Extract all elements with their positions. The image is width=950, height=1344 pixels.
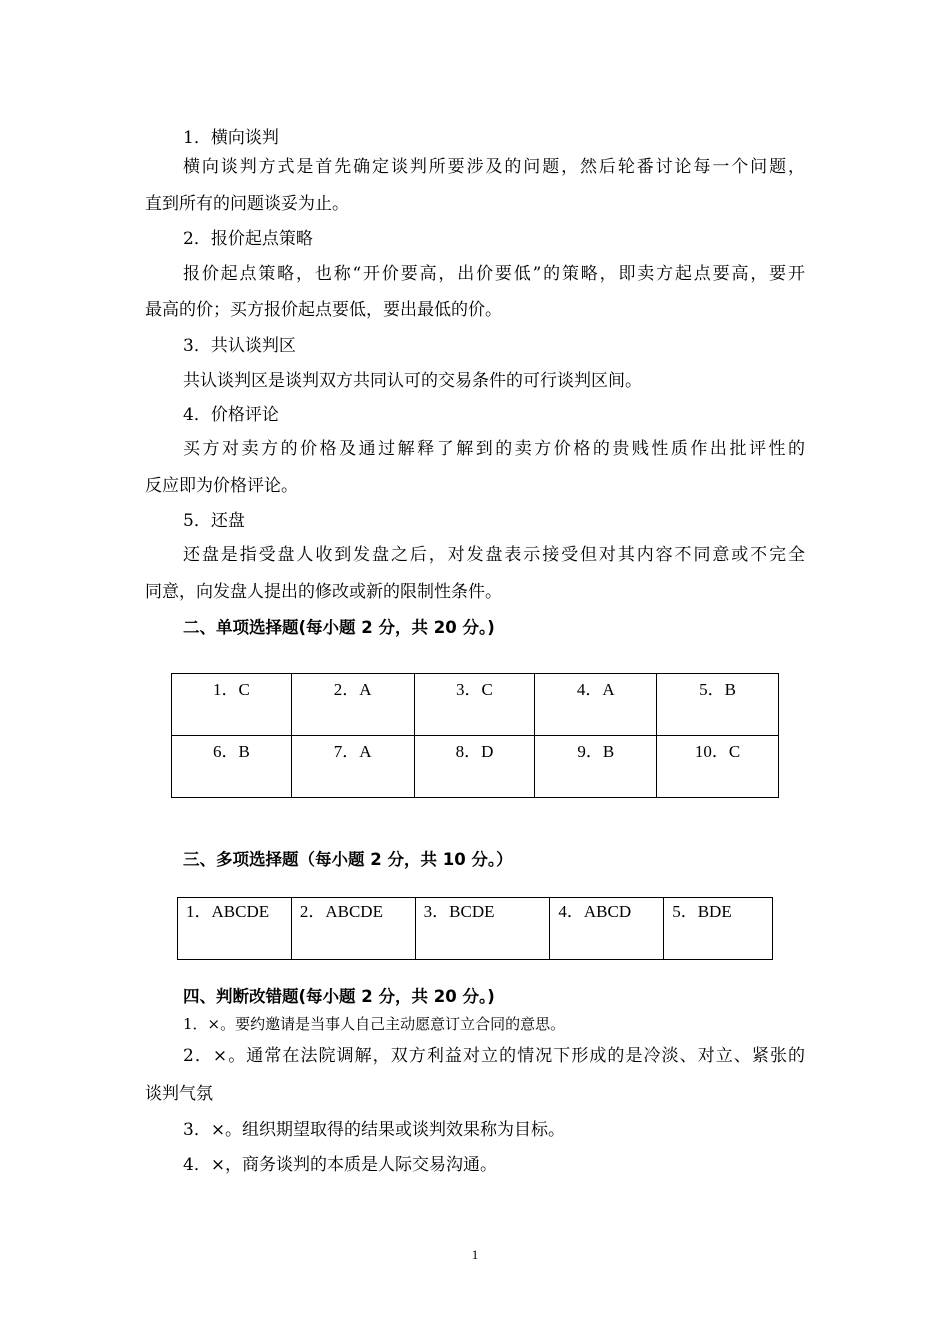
term-4-title: 4．价格评论 (183, 405, 279, 425)
table-cell: 3．BCDE (415, 898, 550, 960)
table-row (178, 898, 773, 960)
term-2-title: 2．报价起点策略 (183, 229, 313, 249)
section-2-heading: 二、单项选择题(每小题 2 分，共 20 分。) (183, 618, 495, 637)
multiple-choice-answer-table (177, 897, 773, 960)
judgment-item-2-line1: 2．×。通常在法院调解，双方利益对立的情况下形成的是冷淡、对立、紧张的 (183, 1046, 805, 1066)
term-3-body-line1: 共认谈判区是谈判双方共同认可的交易条件的可行谈判区间。 (183, 371, 642, 391)
table-cell: 6．B (172, 736, 292, 798)
term-4-body-line2: 反应即为价格评论。 (145, 476, 298, 496)
table-cell: 10．C (657, 736, 779, 798)
term-1-body-line1: 横向谈判方式是首先确定谈判所要涉及的问题，然后轮番讨论每一个问题， (183, 157, 805, 177)
judgment-item-2-line2: 谈判气氛 (145, 1084, 213, 1104)
term-5-title: 5．还盘 (183, 511, 245, 531)
section-4-heading: 四、判断改错题(每小题 2 分，共 20 分。) (183, 987, 495, 1006)
table-cell: 4．A (535, 674, 657, 736)
term-1-body-line2: 直到所有的问题谈妥为止。 (145, 194, 349, 214)
table-cell: 1．ABCDE (178, 898, 292, 960)
table-cell: 5．B (657, 674, 779, 736)
term-1-title: 1．横向谈判 (183, 128, 279, 148)
section-3-heading: 三、多项选择题（每小题 2 分，共 10 分。） (183, 850, 513, 869)
table-cell: 2．ABCDE (291, 898, 415, 960)
term-5-body-line2: 同意，向发盘人提出的修改或新的限制性条件。 (145, 582, 502, 602)
single-choice-answer-table (171, 673, 779, 798)
table-row (172, 674, 779, 736)
term-4-body-line1: 买方对卖方的价格及通过解释了解到的卖方价格的贵贱性质作出批评性的 (183, 439, 805, 459)
judgment-item-1: 1．×。要约邀请是当事人自己主动愿意订立合同的意思。 (183, 1015, 566, 1033)
table-cell: 1．C (172, 674, 292, 736)
table-cell: 3．C (414, 674, 535, 736)
table-cell: 8．D (414, 736, 535, 798)
table-row (172, 736, 779, 798)
table-cell: 9．B (535, 736, 657, 798)
term-5-body-line1: 还盘是指受盘人收到发盘之后，对发盘表示接受但对其内容不同意或不完全 (183, 545, 805, 565)
term-2-body-line1: 报价起点策略，也称“开价要高，出价要低”的策略，即卖方起点要高，要开 (183, 264, 805, 284)
table-cell: 2．A (291, 674, 414, 736)
term-3-title: 3．共认谈判区 (183, 336, 296, 356)
table-cell: 7．A (291, 736, 414, 798)
page-number: 1 (471, 1247, 479, 1262)
table-cell: 4．ABCD (550, 898, 664, 960)
judgment-item-3: 3．×。组织期望取得的结果或谈判效果称为目标。 (183, 1120, 566, 1140)
term-2-body-line2: 最高的价；买方报价起点要低，要出最低的价。 (145, 300, 502, 320)
table-cell: 5．BDE (664, 898, 773, 960)
judgment-item-4: 4．×，商务谈判的本质是人际交易沟通。 (183, 1155, 498, 1175)
